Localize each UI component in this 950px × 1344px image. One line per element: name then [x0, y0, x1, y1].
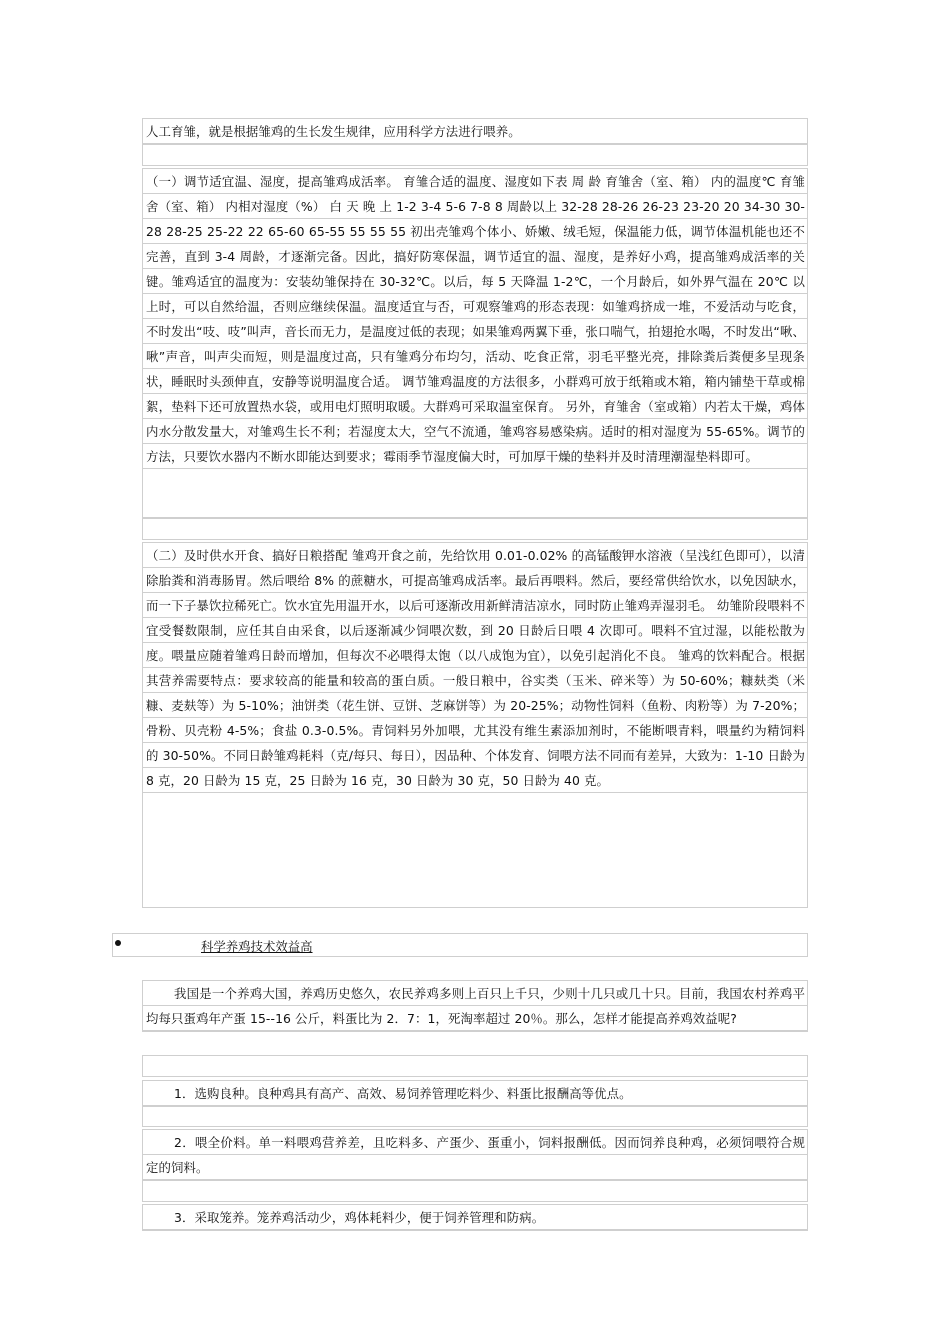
spacer-row	[142, 1055, 808, 1077]
spacer-row	[142, 144, 808, 166]
point-block	[142, 1129, 808, 1181]
section-temperature	[142, 168, 808, 518]
spacer-row	[142, 518, 808, 540]
point-text: 3．采取笼养。笼养鸡活动少，鸡体耗料少，便于饲养管理和防病。	[143, 1205, 807, 1230]
point-text: 1．选购良种。良种鸡具有高产、高效、易饲养管理吃料少、料蛋比报酬高等优点。	[143, 1081, 807, 1106]
part2-intro-block	[142, 980, 808, 1032]
article-title-link[interactable]: 科学养鸡技术效益高	[201, 939, 313, 954]
point-text: 2．喂全价料。单一料喂鸡营养差，且吃料多、产蛋少、蛋重小，饲料报酬低。因而饲养良种鸡，必须饲喂符合规定的饲料。	[143, 1130, 807, 1180]
point-block	[142, 1204, 808, 1231]
bullet-icon	[115, 940, 121, 946]
point-block	[142, 1080, 808, 1107]
section-feeding-text: （二）及时供水开食、搞好日粮搭配 雏鸡开食之前，先给饮用 0.01-0.02% 的高锰酸钾水溶液（呈浅红色即可），以清除胎粪和消毒肠胃。然后喂给 8% 的蔗糖水，可提高雏鸡成活率。最后再喂料。然后，要经常供给饮水，以免因缺水，而一下子暴饮拉稀死亡。饮水宜先用温开水，以后可逐渐改用新鲜清洁凉水，同时防止雏鸡弄湿羽毛。 幼雏阶段喂料不宜受餐数限制，应任其自由采食，以后逐渐减少饲喂次数，到 20 日龄后日喂 4 次即可。喂料不宜过湿，以能松散为度。喂量应随着雏鸡日龄而增加，但每次不必喂得太饱（以八成饱为宜），以免引起消化不良。 雏鸡的饮料配合。根据其营养需要特点：要求较高的能量和较高的蛋白质。一般日粮中，谷实类（玉米、碎米等）为 50-60%；糠麸类（米糠、麦麸等）为 5-10%；油饼类（花生饼、豆饼、芝麻饼等）为 20-25%；动物性饲料（鱼粉、肉粉等）为 7-20%；骨粉、贝壳粉 4-5%；食盐 0.3-0.5%。青饲料另外加喂，尤其没有维生素添加剂时，不能断喂青料，喂量约为精饲料的 30-50%。不同日龄雏鸡耗料（克/每只、每日），因品种、个体发育、饲喂方法不同而有差异，大致为：1-10 日龄为 8 克，20 日龄为 15 克，25 日龄为 16 克，30 日龄为 30 克，50 日龄为 40 克。	[143, 543, 807, 793]
intro-text: 人工育雏，就是根据雏鸡的生长发生规律，应用科学方法进行喂养。	[143, 119, 807, 144]
section-feeding	[142, 542, 808, 908]
article-bullet-row	[112, 933, 808, 957]
intro-block	[142, 118, 808, 145]
section-temperature-text: （一）调节适宜温、湿度，提高雏鸡成活率。 育雏合适的温度、湿度如下表 周 龄 育雏舍（室、箱） 内的温度℃ 育雏舍（室、箱） 内相对湿度（%） 白 天 晚 上 1-2 3-4 5-6 7-8 8 周龄以上 32-28 28-26 26-23 23-20 20 34-30 30-28 28-25 25-22 22 65-60 65-55 55 55 55 初出壳雏鸡个体小、娇嫩、绒毛短，保温能力低，调节体温机能也还不完善，直到 3-4 周龄，才逐渐完备。因此，搞好防寒保温，调节适宜的温、湿度，是养好小鸡，提高雏鸡成活率的关键。雏鸡适宜的温度为：安装幼雏保持在 30-32℃。以后，每 5 天降温 1-2℃，一个月龄后，如外界气温在 20℃ 以上时，可以自然给温，否则应继续保温。温度适宜与否，可观察雏鸡的形态表现：如雏鸡挤成一堆，不爱活动与吃食，不时发出“吱、吱”叫声，音长而无力，是温度过低的表现；如果雏鸡两翼下垂，张口喘气，拍翅抢水喝，不时发出“啾、啾”声音，叫声尖而短，则是温度过高，只有雏鸡分布均匀，活动、吃食正常，羽毛平整光亮，排除粪后粪便多呈现条状，睡眠时头颈伸直，安静等说明温度合适。 调节雏鸡温度的方法很多，小群鸡可放于纸箱或木箱，箱内铺垫干草或棉絮，垫料下还可放置热水袋，或用电灯照明取暖。大群鸡可采取温室保育。 另外，育雏舍（室或箱）内若太干燥，鸡体内水分散发量大，对雏鸡生长不利；若湿度太大，空气不流通，雏鸡容易感染病。适时的相对湿度为 55-65%。调节的方法，只要饮水器内不断水即能达到要求；霉雨季节湿度偏大时，可加厚干燥的垫料并及时清理潮湿垫料即可。	[143, 169, 807, 469]
part2-intro-text: 我国是一个养鸡大国，养鸡历史悠久，农民养鸡多则上百只上千只，少则十几只或几十只。目前，我国农村养鸡平均每只蛋鸡年产蛋 15--16 公斤，料蛋比为 2．7：1，死淘率超过 20％。那么，怎样才能提高养鸡效益呢?	[143, 981, 807, 1031]
spacer-row	[142, 1180, 808, 1202]
spacer-row	[142, 1105, 808, 1127]
